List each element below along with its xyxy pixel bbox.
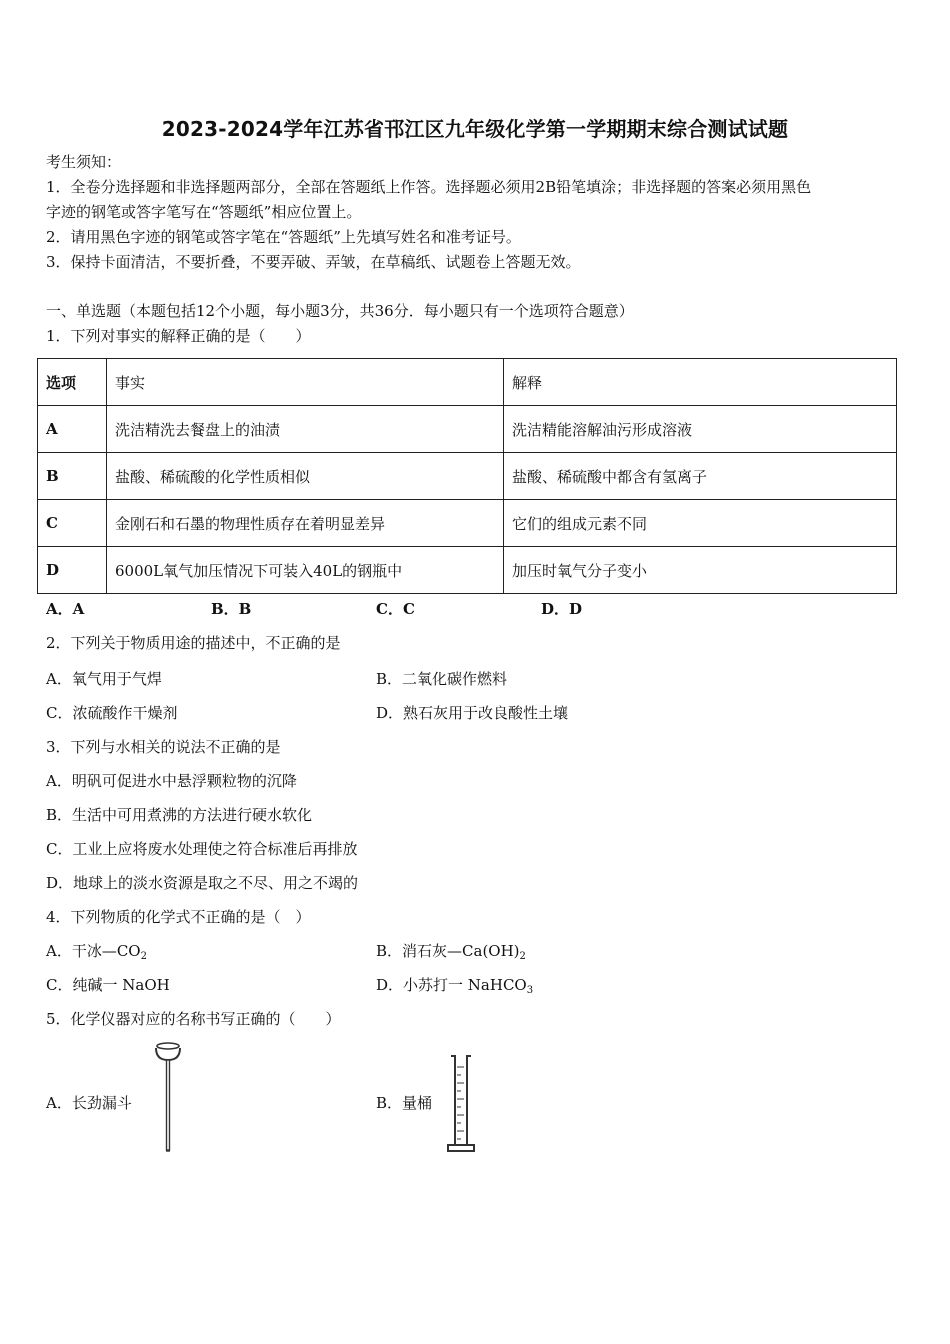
table-cell: D (38, 547, 107, 594)
long-neck-funnel-icon (152, 1040, 184, 1155)
q1-option-a: A．A (46, 600, 85, 618)
table-header-row (38, 359, 897, 406)
q4-option-b-subscript: 2 (519, 951, 526, 962)
section-heading: 一、单选题（本题包括12个小题，每小题3分，共36分．每小题只有一个选项符合题意） (46, 302, 634, 320)
q4-option-b (376, 941, 526, 961)
table-row (38, 500, 897, 547)
q4-option-d (376, 975, 533, 995)
table-cell: 盐酸、稀硫酸中都含有氢离子 (504, 453, 897, 500)
notice-line-1b: 字迹的钢笔或答字笔写在“答题纸”相应位置上。 (46, 203, 362, 221)
q3-option-a: A．明矾可促进水中悬浮颗粒物的沉降 (46, 772, 297, 790)
table-row (38, 547, 897, 594)
q4-option-a (46, 941, 147, 961)
q2-option-c: C．浓硫酸作干燥剂 (46, 704, 178, 722)
q1-option-b: B．B (211, 600, 252, 618)
q4-option-d-subscript: 3 (526, 985, 534, 996)
q4-stem: 4．下列物质的化学式不正确的是（ ） (46, 908, 311, 926)
q5-option-a: A．长劲漏斗 (46, 1094, 132, 1112)
notice-line-1a: 1．全卷分选择题和非选择题两部分，全部在答题纸上作答。选择题必须用2B铅笔填涂；非选择题的答案必须用黑色 (46, 178, 812, 196)
q3-stem: 3．下列与水相关的说法不正确的是 (46, 738, 281, 756)
page-title: 2023-2024学年江苏省邗江区九年级化学第一学期期末综合测试试题 (161, 117, 789, 141)
notice-line-2: 2．请用黑色字迹的钢笔或答字笔在“答题纸”上先填写姓名和准考证号。 (46, 228, 521, 246)
q5-stem: 5．化学仪器对应的名称书写正确的（ ） (46, 1010, 341, 1028)
q2-option-a: A．氧气用于气焊 (46, 670, 162, 688)
table-cell: 洗洁精能溶解油污形成溶液 (504, 406, 897, 453)
table-cell: A (38, 406, 107, 453)
q5-option-b: B．量桶 (376, 1094, 433, 1112)
notice-line-3: 3．保持卡面清洁，不要折叠，不要弄破、弄皱，在草稿纸、试题卷上答题无效。 (46, 253, 581, 271)
q1-table (37, 358, 897, 594)
q1-stem: 1．下列对事实的解释正确的是（ ） (46, 327, 311, 345)
table-row (38, 406, 897, 453)
table-cell: 它们的组成元素不同 (504, 500, 897, 547)
table-cell: 盐酸、稀硫酸的化学性质相似 (107, 453, 504, 500)
q3-option-d: D．地球上的淡水资源是取之不尽、用之不竭的 (46, 874, 359, 892)
q2-option-d: D．熟石灰用于改良酸性土壤 (376, 704, 569, 722)
q4-option-d-text: D．小苏打一 NaHCO (376, 976, 527, 994)
q3-option-c: C．工业上应将废水处理使之符合标准后再排放 (46, 840, 358, 858)
table-header-cell: 解释 (504, 359, 897, 406)
notice-heading: 考生须知： (46, 153, 122, 171)
q4-option-c: C．纯碱一 NaOH (46, 976, 170, 994)
table-cell: B (38, 453, 107, 500)
q1-option-d: D．D (541, 600, 583, 618)
table-cell: C (38, 500, 107, 547)
table-header-cell: 事实 (107, 359, 504, 406)
table-row (38, 453, 897, 500)
q2-stem: 2．下列关于物质用途的描述中，不正确的是 (46, 634, 341, 652)
q3-option-b: B．生活中可用煮沸的方法进行硬水软化 (46, 806, 313, 824)
q2-option-b: B．二氧化碳作燃料 (376, 670, 508, 688)
table-cell: 6000L氧气加压情况下可装入40L的钢瓶中 (107, 547, 504, 594)
table-cell: 洗洁精洗去餐盘上的油渍 (107, 406, 504, 453)
graduated-cylinder-icon (445, 1053, 477, 1157)
table-cell: 金刚石和石墨的物理性质存在着明显差异 (107, 500, 504, 547)
table-cell: 加压时氧气分子变小 (504, 547, 897, 594)
q4-option-a-subscript: 2 (140, 951, 147, 962)
q4-option-a-text: A．干冰—CO (46, 942, 141, 960)
table-header-cell: 选项 (38, 359, 107, 406)
q4-option-b-text: B．消石灰—Ca(OH) (376, 942, 520, 960)
q1-option-c: C．C (376, 600, 415, 618)
